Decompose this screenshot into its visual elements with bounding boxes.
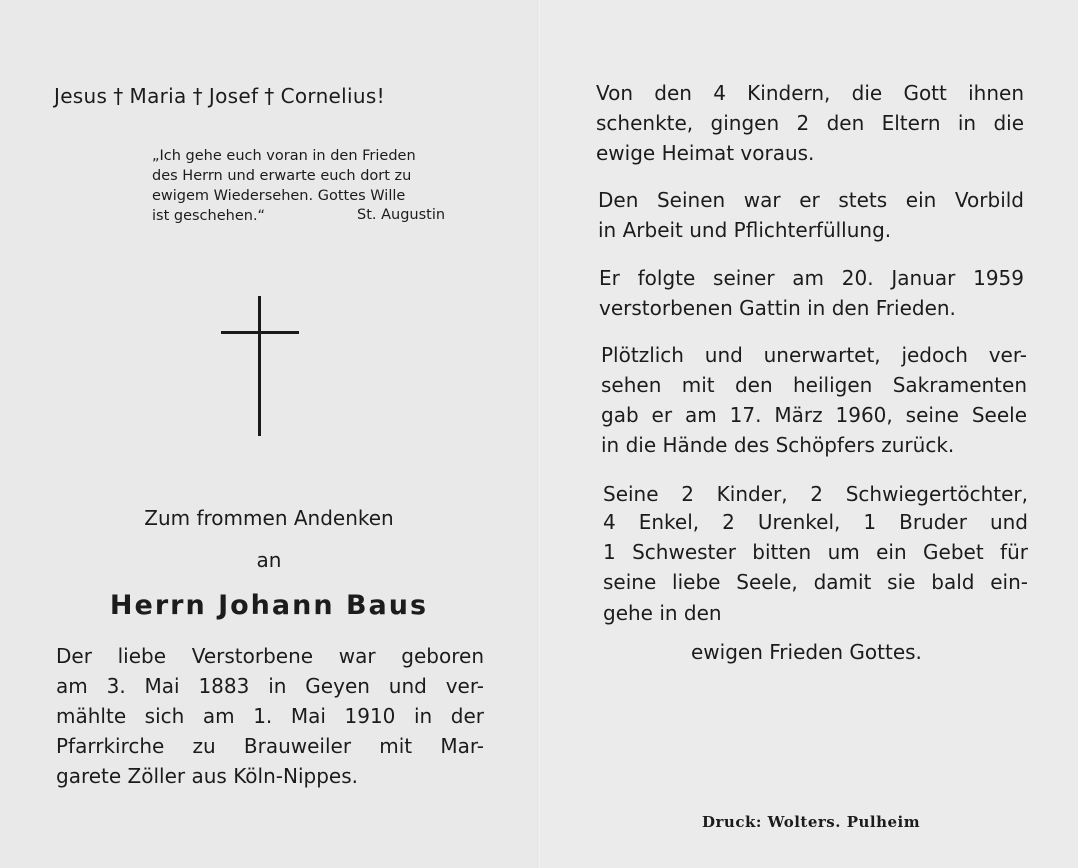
deceased-name: Herrn Johann Baus [109,590,429,621]
text-line: in die Hände des Schöpfers zurück. [601,433,955,457]
cross-horizontal-bar [221,331,299,334]
quote-line: „Ich gehe euch voran in den Frieden [152,148,416,164]
text-line: Von den 4 Kindern, die Gott ihnen [596,81,1024,105]
left-page [0,0,538,868]
memorial-an: an [256,548,282,572]
memorial-title: Zum frommen Andenken [144,506,394,530]
quote-author: St. Augustin [357,207,446,223]
biography-line: Pfarrkirche zu Brauweiler mit Mar- [56,734,484,758]
cross-separator: † [192,84,203,108]
invocation-name: Jesus [54,84,108,108]
invocation-name: Cornelius! [280,84,385,108]
right-page [540,0,1078,868]
text-line: gab er am 17. März 1960, seine Seele [601,403,1027,427]
text-line: Er folgte seiner am 20. Januar 1959 [599,266,1024,290]
text-line: gehe in den [603,601,722,625]
text-line: schenkte, gingen 2 den Eltern in die [596,111,1024,135]
quote-line: ewigem Wiedersehen. Gottes Wille [152,188,406,204]
printer-credit: Druck: Wolters. Pulheim [702,813,921,831]
cross-separator: † [264,84,275,108]
biography-line: mählte sich am 1. Mai 1910 in der [56,704,484,728]
text-line: seine liebe Seele, damit sie bald ein- [603,570,1028,594]
text-line: Den Seinen war er stets ein Vorbild [598,188,1024,212]
biography-line: Der liebe Verstorbene war geboren [56,644,484,668]
text-line: verstorbenen Gattin in den Frieden. [599,296,956,320]
text-line: Seine 2 Kinder, 2 Schwiegertöchter, [603,482,1028,506]
text-line: in Arbeit und Pflichterfüllung. [598,218,892,242]
text-line: sehen mit den heiligen Sakramenten [601,373,1027,397]
biography-line: am 3. Mai 1883 in Geyen und ver- [56,674,484,698]
cross-separator: † [113,84,124,108]
biography-line: garete Zöller aus Köln-Nippes. [56,764,358,788]
text-line: Plötzlich und unerwartet, jedoch ver- [601,343,1027,367]
quote-line: des Herrn und erwarte euch dort zu [152,168,412,184]
text-line: ewige Heimat voraus. [596,141,815,165]
cross-vertical-bar [258,296,261,436]
invocation-name: Maria [129,84,187,108]
text-line: 1 Schwester bitten um ein Gebet für [603,540,1028,564]
invocation-header [54,84,385,108]
invocation-name: Josef [208,84,259,108]
quote-line: ist geschehen.“ [152,208,266,224]
text-line: 4 Enkel, 2 Urenkel, 1 Bruder und [603,510,1028,534]
closing-line: ewigen Frieden Gottes. [691,640,922,664]
